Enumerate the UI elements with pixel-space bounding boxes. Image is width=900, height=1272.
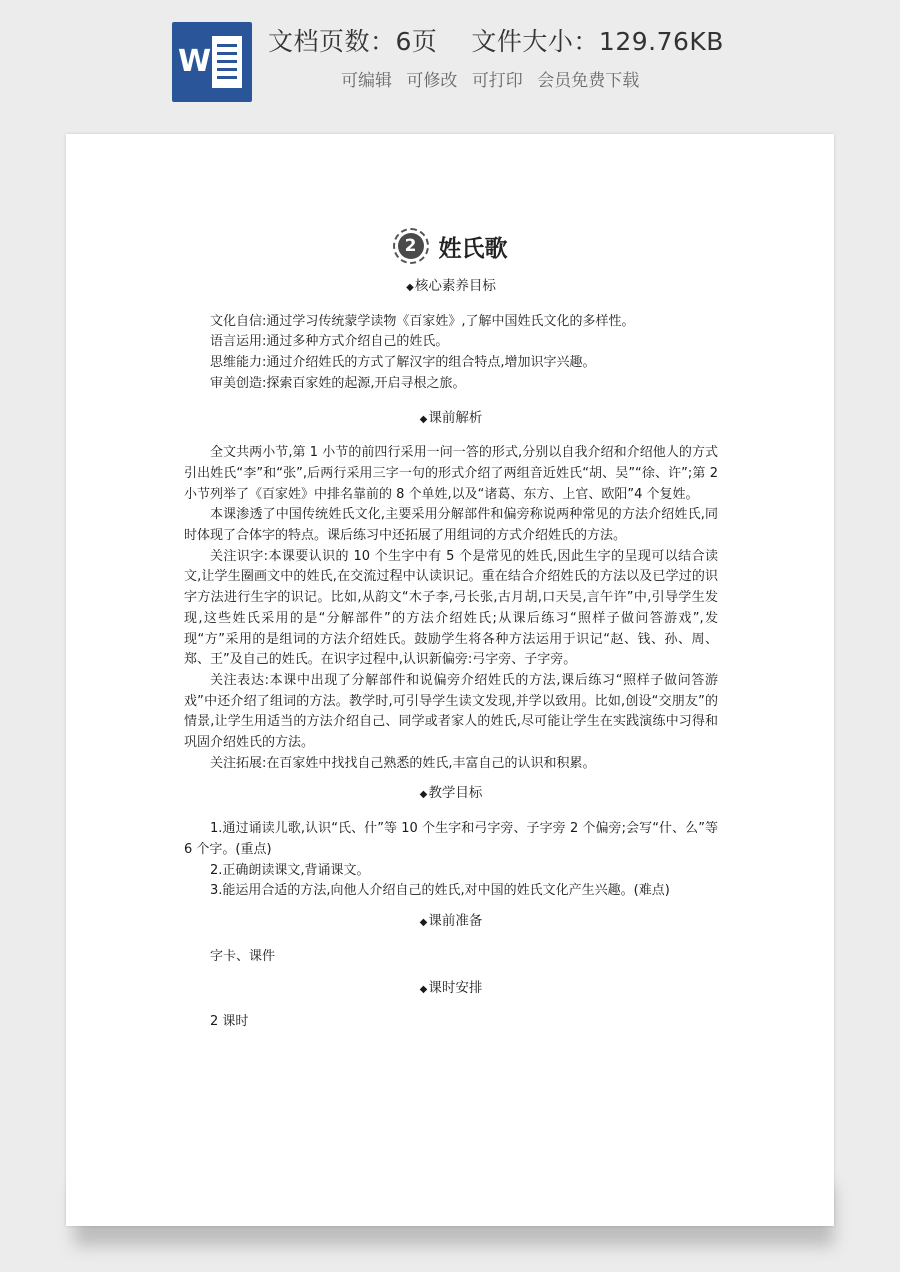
analysis-paragraph: 关注识字:本课要认识的 10 个生字中有 5 个是常见的姓氏,因此生字的呈现可以结合读文,让学生圈画文中的姓氏,在交流过程中认读识记。重在结合介绍姓氏的方法以及已学过的识字方法进行生字的识记。比如,从韵文“木子李,弓长张,古月胡,口天吴,言午许”中,引导学生发现,这些姓氏采用的是“分解部件”的方法介绍姓氏;从课后练习“照样子做问答游戏”,发现“方”采用的是组词的方法介绍姓氏。鼓励学生将各种方法运用于识记“赵、钱、孙、周、郑、王”及自己的姓氏。在识字过程中,认识新偏旁:弓字旁、子字旁。 — [184, 548, 718, 668]
lesson-number: 2 — [398, 233, 424, 259]
file-size: 文件大小：129.76KB — [471, 27, 724, 56]
section-heading-text: 课前准备 — [428, 912, 483, 929]
word-logo-letter: W — [178, 44, 212, 79]
analysis-paragraph: 关注表达:本课中出现了分解部件和说偏旁介绍姓氏的方法,课后练习“照样子做问答游戏”中还介绍了组词的方法。教学时,可引导学生读文发现,并学以致用。比如,创设“交朋友”的情景,让学生用适当的方法介绍自己、同学或者家人的姓氏,尽可能让学生在实践演练中习得和巩固介绍姓氏的方法。 — [184, 672, 718, 751]
analysis-paragraph: 关注拓展:在百家姓中找找自己熟悉的姓氏,丰富自己的认识和积累。 — [210, 755, 596, 771]
text-line-shape — [217, 68, 237, 71]
text-line-shape — [217, 76, 237, 79]
document-body — [184, 276, 718, 1033]
section-heading-prep — [184, 911, 718, 934]
text-line-shape — [217, 44, 237, 47]
text-line-shape — [217, 52, 237, 55]
feature-modifiable: 可修改 — [406, 71, 458, 91]
diamond-bullet-icon: ◆ — [419, 789, 428, 801]
teaching-goal-item: 3.能运用合适的方法,向他人介绍自己的姓氏,对中国的姓氏文化产生兴趣。(难点) — [210, 883, 670, 899]
feature-printable: 可打印 — [471, 71, 523, 91]
core-goal-item: 文化自信:通过学习传统蒙学读物《百家姓》,了解中国姓氏文化的多样性。 — [210, 313, 635, 329]
section-heading-text: 课前解析 — [428, 409, 483, 426]
teaching-goal-item: 1.通过诵读儿歌,认识“氏、什”等 10 个生字和弓字旁、子字旁 2 个偏旁;会写“什、么”等 6 个字。(重点) — [184, 821, 718, 857]
section-heading-text: 教学目标 — [428, 785, 483, 802]
text-line-shape — [217, 60, 237, 63]
section-heading-analysis — [184, 408, 718, 431]
diamond-bullet-icon: ◆ — [419, 916, 428, 928]
diamond-bullet-icon: ◆ — [419, 413, 428, 425]
core-goal-item: 思维能力:通过介绍姓氏的方式了解汉字的组合特点,增加识字兴趣。 — [210, 355, 596, 371]
section-heading-core — [184, 276, 718, 299]
diamond-bullet-icon: ◆ — [419, 984, 428, 996]
analysis-paragraph: 本课渗透了中国传统姓氏文化,主要采用分解部件和偏旁称说两种常见的方法介绍姓氏,同时体现了合体字的特点。课后练习中还拓展了用组词的方式介绍姓氏的方法。 — [184, 507, 718, 544]
feature-list — [341, 66, 648, 91]
section-heading-text: 核心素养目标 — [414, 278, 496, 294]
section-heading-goals — [184, 783, 718, 806]
lesson-title: 姓氏歌 — [438, 235, 508, 262]
page-count: 文档页数：6页 — [268, 27, 438, 56]
word-document-icon — [172, 22, 252, 102]
prep-materials: 字卡、课件 — [210, 948, 276, 964]
feature-editable: 可编辑 — [341, 71, 392, 91]
document-page — [66, 134, 834, 1226]
class-hours: 2 课时 — [210, 1014, 249, 1030]
teaching-goal-item: 2.正确朗读课文,背诵课文。 — [210, 862, 370, 878]
diamond-bullet-icon: ◆ — [406, 282, 414, 293]
file-info-title — [268, 22, 724, 58]
core-goal-item: 语言运用:通过多种方式介绍自己的姓氏。 — [210, 334, 449, 350]
file-info-banner — [0, 0, 900, 120]
lesson-title-row — [66, 228, 834, 268]
core-goal-item: 审美创造:探索百家姓的起源,开启寻根之旅。 — [210, 375, 466, 391]
section-heading-text: 课时安排 — [428, 980, 483, 997]
feature-member-download: 会员免费下载 — [537, 71, 640, 91]
lesson-number-badge — [393, 228, 429, 264]
section-heading-schedule — [184, 978, 718, 1001]
analysis-paragraph: 全文共两小节,第 1 小节的前四行采用一问一答的形式,分别以自我介绍和介绍他人的方式引出姓氏“李”和“张”,后两行采用三字一句的形式介绍了两组音近姓氏“胡、吴”“徐、许”;第 2 小节列举了《百家姓》中排名靠前的 8 个单姓,以及“诸葛、东方、上官、欧阳”4 个复姓。 — [184, 445, 718, 502]
